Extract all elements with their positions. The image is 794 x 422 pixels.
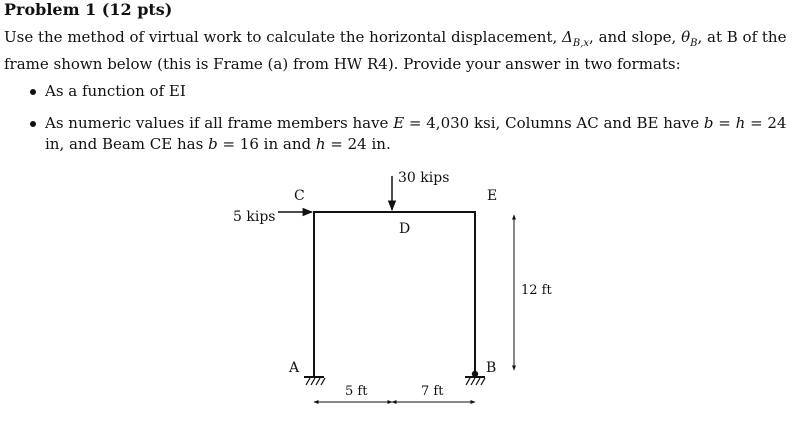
- delta-subscript: B,x: [572, 38, 590, 49]
- var-e: E: [393, 114, 405, 132]
- var-b-columns: b: [703, 114, 714, 132]
- delta-symbol: Δ: [562, 28, 573, 46]
- fixed-support-a: [304, 377, 325, 385]
- node-label-a: A: [289, 360, 300, 376]
- theta-subscript: B: [690, 38, 698, 49]
- theta-symbol: θ: [681, 28, 691, 46]
- var-h-beam: h: [315, 135, 326, 153]
- var-h-columns: h: [735, 114, 746, 132]
- node-label-e: E: [487, 188, 498, 204]
- horizontal-load-label: 5 kips: [233, 209, 276, 225]
- left-span-label: 5 ft: [345, 384, 368, 399]
- height-dimension-label: 12 ft: [521, 283, 552, 298]
- problem-title: Problem 1 (12 pts): [4, 0, 173, 19]
- numeric-part-3: =: [713, 114, 736, 132]
- numeric-part-1: As numeric values if all frame members have: [45, 114, 394, 132]
- node-label-d: D: [399, 221, 411, 237]
- numeric-part-5: = 16 in and: [217, 135, 316, 153]
- node-label-b: B: [486, 360, 497, 376]
- numeric-part-6: = 24 in.: [325, 135, 391, 153]
- var-b-beam: b: [208, 135, 218, 153]
- node-label-c: C: [294, 188, 305, 204]
- right-span-label: 7 ft: [421, 384, 444, 399]
- bullet-ei-text: As a function of EI: [45, 82, 186, 100]
- statement-part-1: Use the method of virtual work to calculate the horizontal displacement,: [4, 28, 563, 46]
- statement-part-2: , and slope,: [589, 28, 682, 46]
- pin-support-b: [465, 371, 485, 385]
- statement-part-3: , at B of the frame shown below (this is Frame (a) from HW R4). Provide your answer in two formats:: [4, 28, 787, 73]
- numeric-part-2: = 4,030 ksi, Columns AC and BE have: [404, 114, 704, 132]
- vertical-load-label: 30 kips: [398, 170, 450, 186]
- numeric-part-4: = 24 in, and Beam CE has: [45, 114, 787, 153]
